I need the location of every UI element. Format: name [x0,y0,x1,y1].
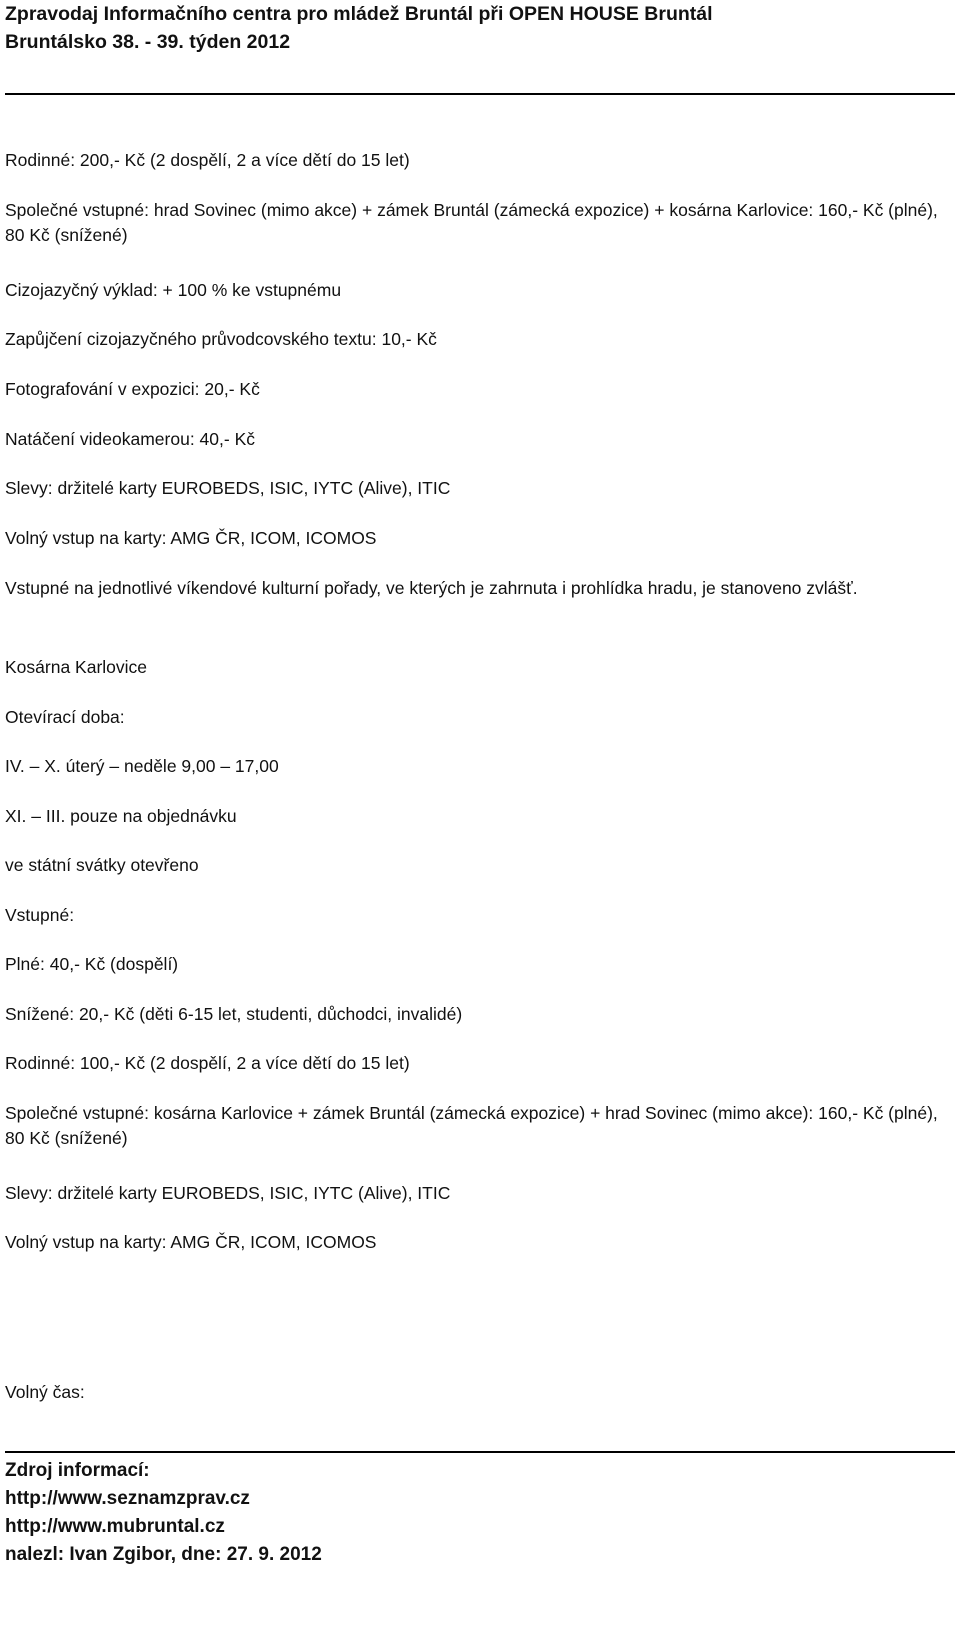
source-footer [5,1457,950,1569]
source-link-mubruntal[interactable]: http://www.mubruntal.cz [5,1516,225,1537]
foreign-language-tour: Cizojazyčný výklad: + 100 % ke vstupnému [5,280,342,300]
free-entry-kosarna: Volný vstup na karty: AMG ČR, ICOM, ICOMOS [5,1232,377,1252]
weekend-events-note: Vstupné na jednotlivé víkendové kulturní pořady, ve kterých je zahrnuta i prohlídka hradu, je stanoveno zvlášť. [5,578,858,598]
opening-hours-off-season: XI. – III. pouze na objednávku [5,806,237,826]
section-title-kosarna: Kosárna Karlovice [5,657,148,677]
source-label: Zdroj informací: [5,1460,150,1481]
source-link-seznamzprav[interactable]: http://www.seznamzprav.cz [5,1488,250,1509]
opening-hours-season: IV. – X. úterý – neděle 9,00 – 17,00 [5,756,279,776]
combined-admission-kosarna: Společné vstupné: kosárna Karlovice + zámek Bruntál (zámecká expozice) + hrad Sovinec (mimo akce): 160,- Kč (plné), 80 Kč (snížené) [5,1103,938,1148]
discounts-kosarna: Slevy: držitelé karty EUROBEDS, ISIC, IYTC (Alive), ITIC [5,1183,451,1203]
opening-hours-label: Otevírací doba: [5,707,125,727]
family-admission-kosarna: Rodinné: 100,- Kč (2 dospělí, 2 a více dětí do 15 let) [5,1053,410,1073]
found-by-credit: nalezl: Ivan Zgibor, dne: 27. 9. 2012 [5,1544,322,1565]
video-fee: Natáčení videokamerou: 40,- Kč [5,429,255,449]
holiday-note: ve státní svátky otevřeno [5,855,199,875]
footer-divider [5,1451,955,1453]
discounts-sovinec: Slevy: držitelé karty EUROBEDS, ISIC, IYTC (Alive), ITIC [5,478,451,498]
reduced-admission: Snížené: 20,- Kč (děti 6-15 let, studenti, důchodci, invalidé) [5,1004,463,1024]
admission-label: Vstupné: [5,905,75,925]
photography-fee: Fotografování v expozici: 20,- Kč [5,379,260,399]
free-entry-sovinec: Volný vstup na karty: AMG ČR, ICOM, ICOMOS [5,528,377,548]
newsletter-issue: Bruntálsko 38. - 39. týden 2012 [5,31,291,53]
newsletter-header [5,0,950,56]
combined-admission-sovinec: Společné vstupné: hrad Sovinec (mimo akce) + zámek Bruntál (zámecká expozice) + kosárna Karlovice: 160,- Kč (plné), 80 Kč (snížené) [5,200,938,245]
guide-text-rental: Zapůjčení cizojazyčného průvodcovského textu: 10,- Kč [5,329,437,349]
newsletter-title: Zpravodaj Informačního centra pro mládež Bruntál při OPEN HOUSE Bruntál [5,3,713,25]
family-admission-sovinec: Rodinné: 200,- Kč (2 dospělí, 2 a více dětí do 15 let) [5,150,410,170]
header-divider [5,93,955,95]
section-title-free-time: Volný čas: [5,1382,85,1402]
full-admission: Plné: 40,- Kč (dospělí) [5,954,179,974]
